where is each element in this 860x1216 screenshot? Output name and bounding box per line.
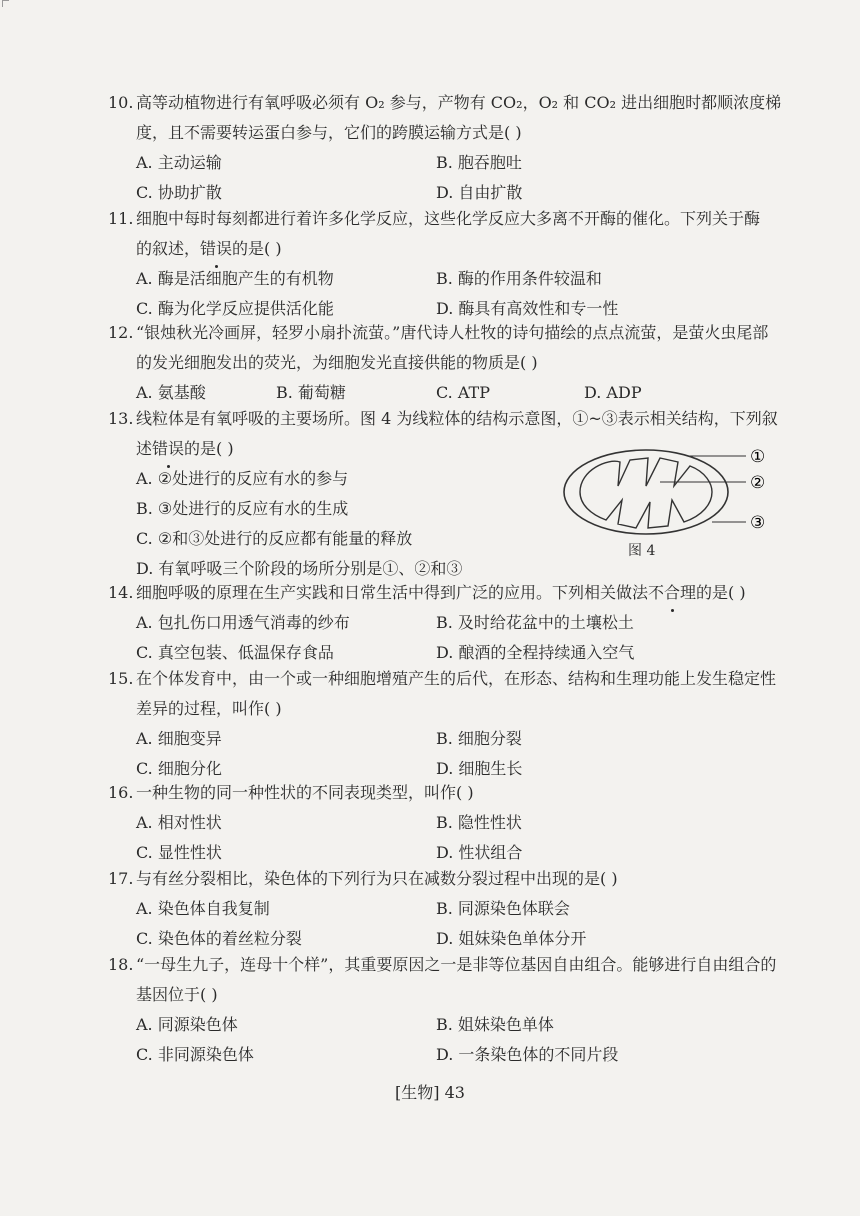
question-17: [108, 864, 820, 954]
question-stem: [108, 664, 820, 724]
option-a[interactable]: A. 染色体自我复制: [136, 899, 270, 918]
stem-text: 的是( ): [232, 239, 282, 258]
option-c[interactable]: C. ATP: [436, 383, 490, 402]
inner-membrane-cristae: [580, 458, 712, 528]
mitochondrion-diagram: [560, 442, 796, 562]
question-number: 18.: [108, 955, 134, 974]
option-row: [108, 724, 820, 754]
figure-caption: 图 4: [628, 543, 656, 559]
option-d[interactable]: D. 细胞生长: [436, 759, 523, 778]
option-d[interactable]: D. 酿酒的全程持续通入空气: [436, 643, 635, 662]
option-row: [108, 894, 820, 924]
option-b[interactable]: B. 酶的作用条件较温和: [436, 269, 602, 288]
question-stem: [108, 950, 820, 1010]
option-c[interactable]: C. 协助扩散: [136, 183, 222, 202]
question-number: 14.: [108, 583, 134, 602]
option-a[interactable]: A. 相对性状: [136, 813, 222, 832]
crop-mark: [2, 0, 9, 7]
emphasis-text: 不合理: [648, 578, 696, 608]
option-b[interactable]: B. 葡萄糖: [276, 383, 346, 402]
option-b[interactable]: B. 隐性性状: [436, 813, 522, 832]
emphasis-text: 错误: [152, 434, 184, 464]
option-a[interactable]: A. 主动运输: [136, 153, 222, 172]
question-stem: [108, 318, 820, 378]
stem-line: “一母生九子，连母十个样”，其重要原因之一是非等位基因自由组合。能够进行自由组合的: [136, 955, 777, 974]
stem-line: 度，且不需要转运蛋白参与，它们的跨膜运输方式是( ): [136, 123, 522, 142]
question-number: 12.: [108, 323, 134, 342]
stem-text: 的是( ): [696, 583, 746, 602]
option-b[interactable]: B. 姐妹染色单体: [436, 1015, 554, 1034]
emphasis-text: 错误: [200, 234, 232, 264]
page-footer: [生物] 43: [395, 1083, 465, 1102]
question-number: 15.: [108, 669, 134, 688]
stem-line: [136, 578, 820, 608]
option-row: [108, 808, 820, 838]
stem-text: 的是( ): [184, 439, 234, 458]
option-row: [108, 1040, 820, 1070]
stem-line: 与有丝分裂相比，染色体的下列行为只在减数分裂过程中出现的是( ): [136, 869, 618, 888]
stem-line: 的发光细胞发出的荧光，为细胞发光直接供能的物质是( ): [136, 353, 538, 372]
question-stem: [108, 864, 820, 894]
option-row: [108, 608, 820, 638]
stem-text: 述: [136, 439, 153, 458]
option-d[interactable]: D. 性状组合: [436, 843, 523, 862]
stem-line: 线粒体是有氧呼吸的主要场所。图 4 为线粒体的结构示意图，①~③表示相关结构，下列叙: [136, 409, 778, 428]
option-c[interactable]: C. 真空包装、低温保存食品: [136, 643, 334, 662]
question-number: 10.: [108, 93, 134, 112]
option-row: [108, 264, 820, 294]
stem-line: 差异的过程，叫作( ): [136, 699, 282, 718]
option-b[interactable]: B. ③处进行的反应有水的生成: [136, 499, 349, 518]
question-stem: [108, 578, 820, 608]
stem-text: 的叙述，: [136, 239, 201, 258]
option-d[interactable]: D. 姐妹染色单体分开: [436, 929, 587, 948]
figure-label-3: ③: [750, 513, 766, 533]
option-a[interactable]: A. ②处进行的反应有水的参与: [136, 469, 349, 488]
question-number: 17.: [108, 869, 134, 888]
stem-line: [136, 234, 820, 264]
option-c[interactable]: C. ②和③处进行的反应都有能量的释放: [136, 529, 413, 548]
option-a[interactable]: A. 同源染色体: [136, 1015, 238, 1034]
option-row: [108, 148, 820, 178]
option-d[interactable]: D. 一条染色体的不同片段: [436, 1045, 619, 1064]
question-number: 11.: [108, 209, 134, 228]
question-11: [108, 204, 820, 324]
stem-text: 细胞呼吸的原理在生产实践和日常生活中得到广泛的应用。下列相关做法: [136, 583, 649, 602]
option-b[interactable]: B. 及时给花盆中的土壤松土: [436, 613, 634, 632]
option-c[interactable]: C. 非同源染色体: [136, 1045, 254, 1064]
outer-membrane: [564, 450, 728, 534]
option-d[interactable]: D. 自由扩散: [436, 183, 523, 202]
stem-line: “银烛秋光冷画屏，轻罗小扇扑流萤。”唐代诗人杜牧的诗句描绘的点点流萤，是萤火虫尾部: [136, 323, 769, 342]
option-a[interactable]: A. 酶是活细胞产生的有机物: [136, 269, 334, 288]
option-c[interactable]: C. 染色体的着丝粒分裂: [136, 929, 302, 948]
option-b[interactable]: B. 同源染色体联会: [436, 899, 570, 918]
question-number: 13.: [108, 409, 134, 428]
question-18: [108, 950, 820, 1070]
stem-line: 在个体发育中，由一个或一种细胞增殖产生的后代，在形态、结构和生理功能上发生稳定性: [136, 669, 777, 688]
option-b[interactable]: B. 细胞分裂: [436, 729, 522, 748]
question-15: [108, 664, 820, 784]
option-row: [108, 1010, 820, 1040]
option-a[interactable]: A. 包扎伤口用透气消毒的纱布: [136, 613, 350, 632]
stem-line: 一种生物的同一种性状的不同表现类型，叫作( ): [136, 783, 474, 802]
stem-line: 细胞中每时每刻都进行着许多化学反应，这些化学反应大多离不开酶的催化。下列关于酶: [136, 209, 761, 228]
question-stem: [108, 204, 820, 264]
question-12: [108, 318, 820, 408]
question-16: [108, 778, 820, 868]
option-d[interactable]: D. 有氧呼吸三个阶段的场所分别是①、②和③: [136, 559, 463, 578]
stem-line: 高等动植物进行有氧呼吸必须有 O₂ 参与，产物有 CO₂，O₂ 和 CO₂ 进出细胞时都顺浓度梯: [136, 93, 782, 112]
question-number: 16.: [108, 783, 134, 802]
question-stem: [108, 778, 820, 808]
question-stem: [108, 88, 820, 148]
stem-line: 基因位于( ): [136, 985, 218, 1004]
option-c[interactable]: C. 细胞分化: [136, 759, 222, 778]
question-14: [108, 578, 820, 668]
option-c[interactable]: C. 显性性状: [136, 843, 222, 862]
question-10: [108, 88, 820, 208]
option-c[interactable]: C. 酶为化学反应提供活化能: [136, 299, 334, 318]
option-d[interactable]: D. ADP: [584, 383, 642, 402]
option-a[interactable]: A. 氨基酸: [136, 383, 206, 402]
option-b[interactable]: B. 胞吞胞吐: [436, 153, 522, 172]
figure-label-1: ①: [750, 447, 766, 467]
option-d[interactable]: D. 酶具有高效性和专一性: [436, 299, 619, 318]
figure-label-2: ②: [750, 473, 766, 493]
option-a[interactable]: A. 细胞变异: [136, 729, 222, 748]
